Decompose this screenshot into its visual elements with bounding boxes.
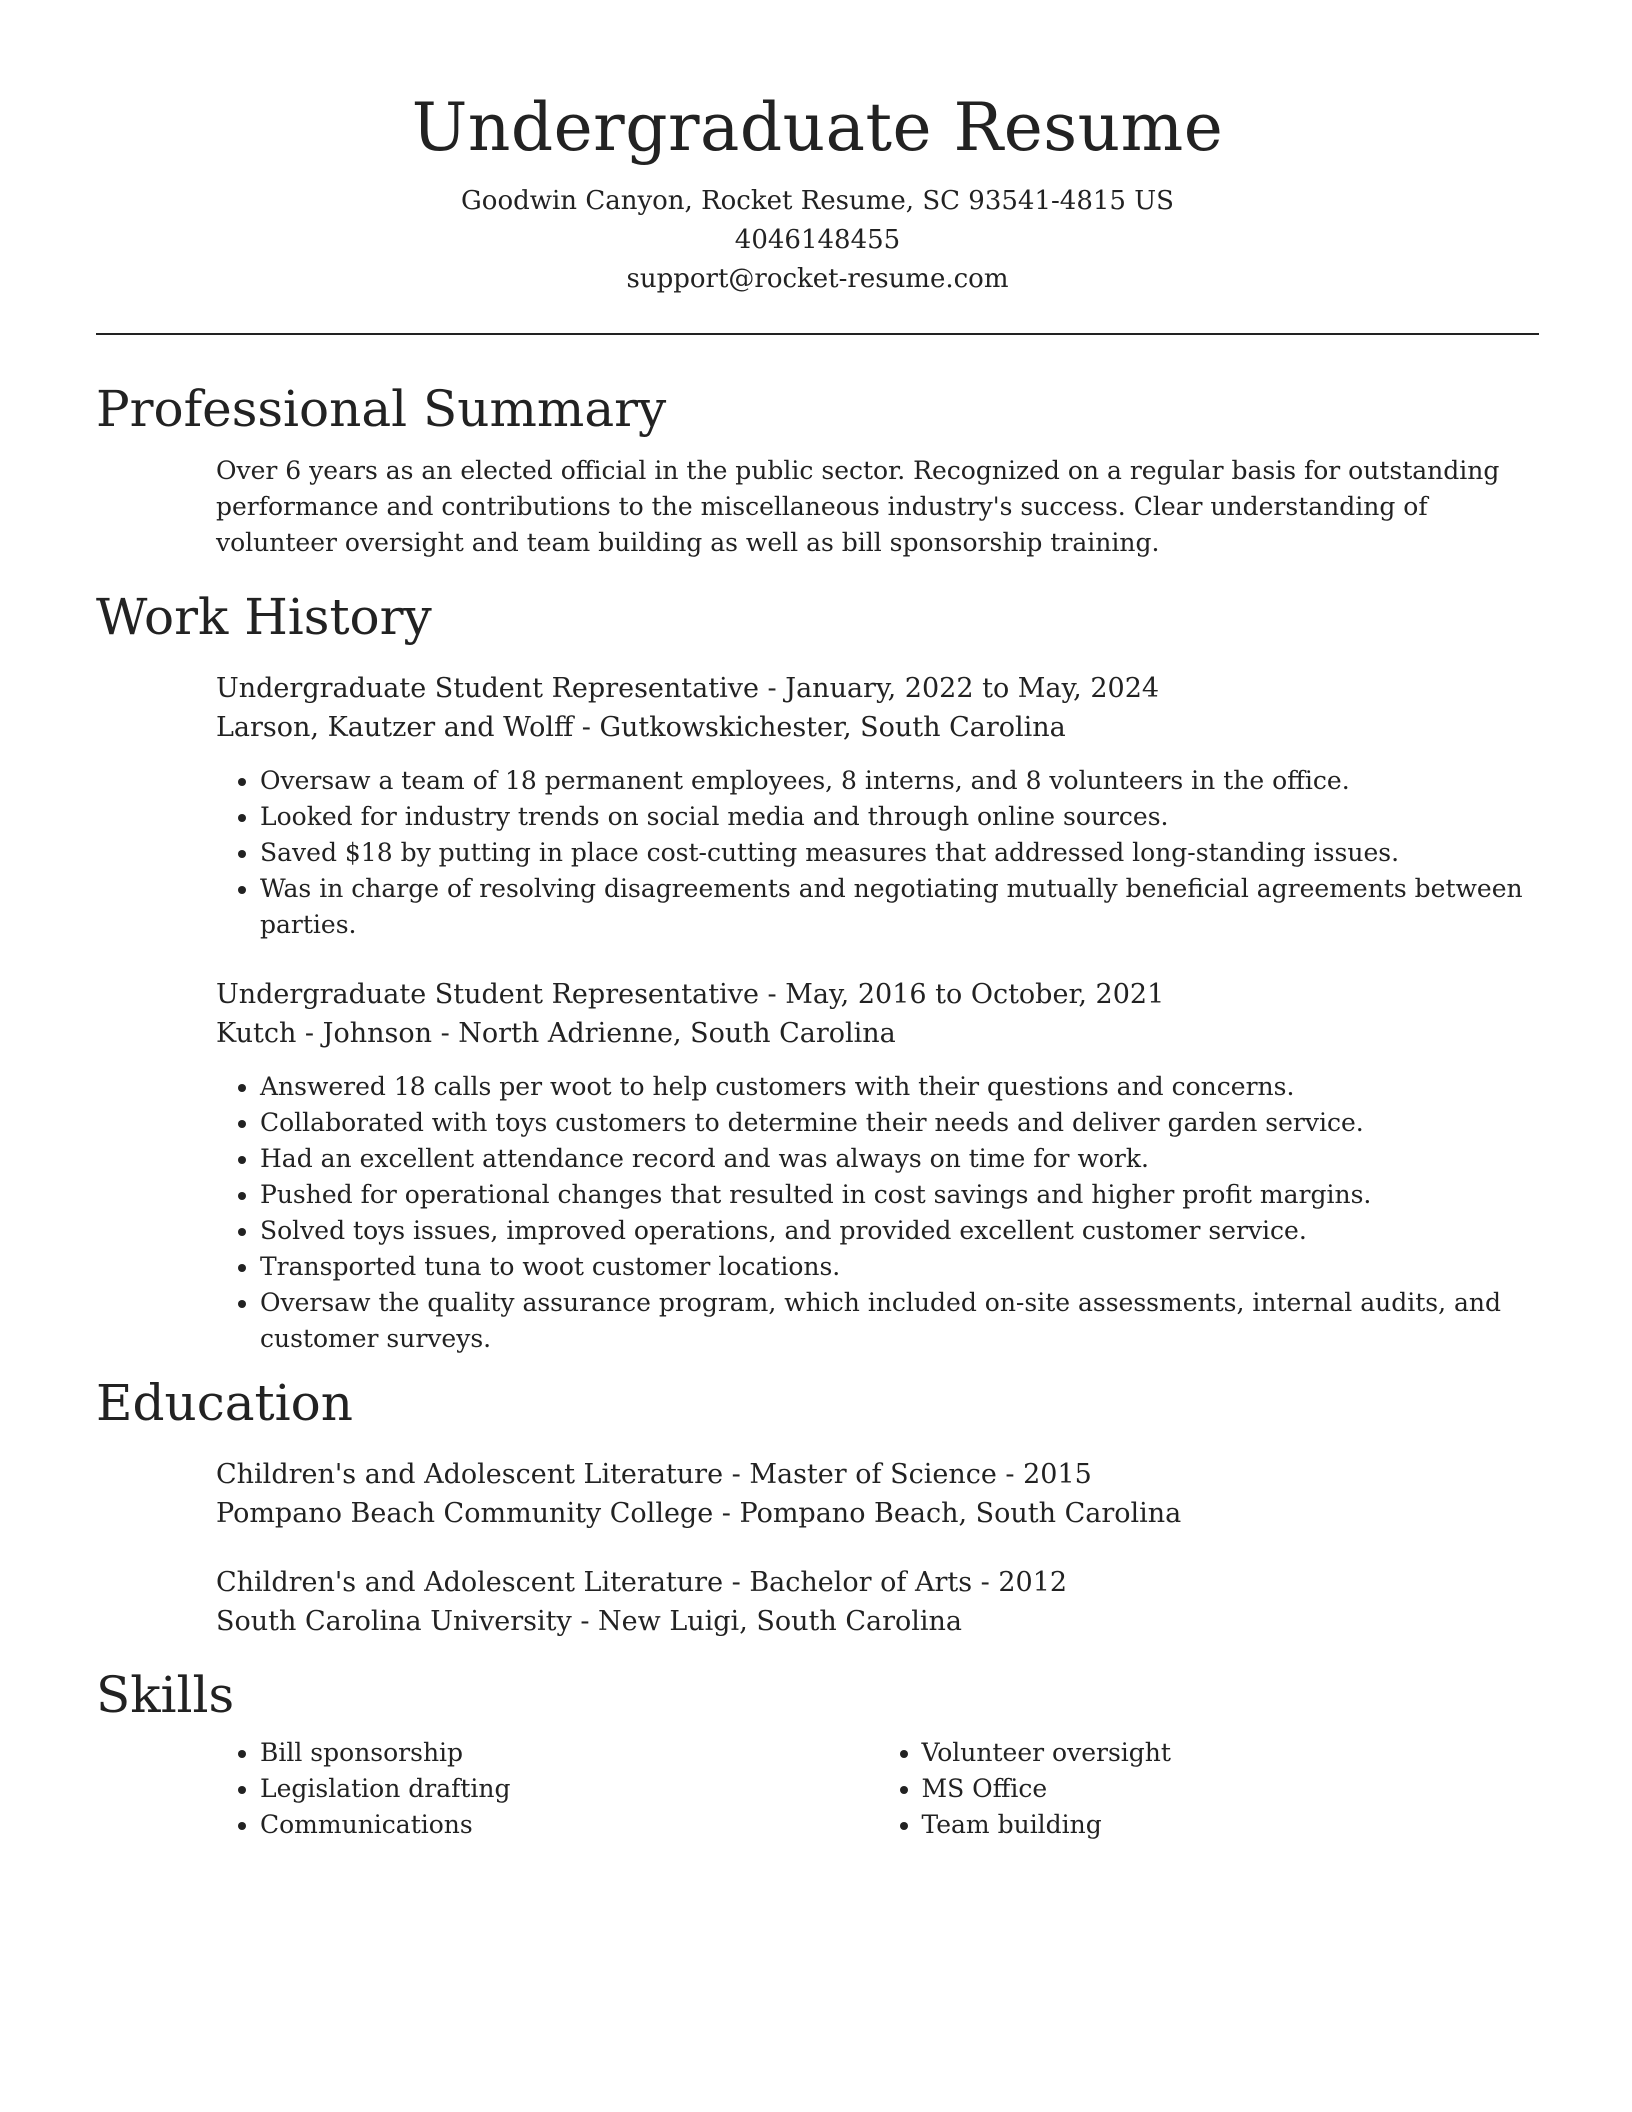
education-school-line (216, 1494, 1539, 1533)
education-heading: Education (96, 1374, 353, 1432)
job-bullet: • Looked for industry trends on social media and through online sources. (260, 799, 1539, 835)
work-history-section (96, 587, 1539, 1357)
contact-email: support@rocket-resume.com (626, 264, 1009, 294)
education-year: - 2012 (972, 1567, 1068, 1598)
job-company-line (216, 1014, 1539, 1053)
job-title: Undergraduate Student Representative (216, 673, 759, 704)
education-school-line (216, 1602, 1539, 1641)
contact-block (96, 182, 1539, 299)
job-bullet: • Oversaw the quality assurance program, which included on-site assessments, internal audits, and customer surveys. (260, 1285, 1539, 1357)
resume-title: Undergraduate Resume (411, 89, 1224, 166)
skill-item: • Legislation drafting (260, 1771, 878, 1807)
education-entry (216, 1563, 1539, 1641)
job-bullet: • Had an excellent attendance record and was always on time for work. (260, 1141, 1539, 1177)
job-bullet: • Collaborated with toys customers to determine their needs and deliver garden service. (260, 1105, 1539, 1141)
job-bullet-list (216, 1069, 1539, 1357)
education-school: South Carolina University (216, 1606, 572, 1637)
skill-item: • Communications (260, 1807, 878, 1843)
job-bullet: • Was in charge of resolving disagreements and negotiating mutually beneficial agreements between parties. (260, 871, 1539, 943)
job-bullet: • Transported tuna to woot customer locations. (260, 1249, 1539, 1285)
contact-phone: 4046148455 (734, 225, 901, 255)
job-bullet: • Saved $18 by putting in place cost-cutting measures that addressed long-standing issues. (260, 835, 1539, 871)
skills-column-right (878, 1735, 1540, 1843)
job-title-line (216, 975, 1539, 1014)
summary-text: Over 6 years as an elected official in the public sector. Recognized on a regular basis for outstanding performance and contributions to the miscellaneous industry's success. Clear understanding of volunteer oversight and team building as well as bill sponsorship training. (216, 456, 1500, 557)
summary-section (96, 379, 1539, 561)
education-location: - New Luigi, South Carolina (571, 1606, 962, 1637)
job-bullet: • Pushed for operational changes that resulted in cost savings and higher profit margins. (260, 1177, 1539, 1213)
job-bullet: • Solved toys issues, improved operations, and provided excellent customer service. (260, 1213, 1539, 1249)
job-location: - North Adrienne, South Carolina (431, 1018, 896, 1049)
job-title-line (216, 669, 1539, 708)
skill-item: • MS Office (922, 1771, 1540, 1807)
job-company: Larson, Kautzer and Wolff (216, 712, 574, 743)
job-title: Undergraduate Student Representative (216, 979, 759, 1010)
resume-page (96, 0, 1539, 1843)
skill-item: • Bill sponsorship (260, 1735, 878, 1771)
resume-header (96, 0, 1539, 299)
job-bullet: • Answered 18 calls per woot to help customers with their questions and concerns. (260, 1069, 1539, 1105)
skills-heading: Skills (96, 1666, 235, 1724)
skill-item: • Volunteer oversight (922, 1735, 1540, 1771)
job-entry (216, 669, 1539, 943)
education-entry (216, 1455, 1539, 1533)
contact-address: Goodwin Canyon, Rocket Resume, SC 93541-4815 US (461, 186, 1174, 216)
job-location: - Gutkowskichester, South Carolina (573, 712, 1066, 743)
skill-item: • Team building (922, 1807, 1540, 1843)
education-location: - Pompano Beach, South Carolina (713, 1498, 1182, 1529)
work-history-heading: Work History (96, 588, 432, 646)
job-company: Kutch - Johnson (216, 1018, 432, 1049)
job-dates: - January, 2022 to May, 2024 (758, 673, 1160, 704)
education-school: Pompano Beach Community College (216, 1498, 714, 1529)
education-field: Children's and Adolescent Literature (216, 1567, 724, 1598)
education-degree-line (216, 1455, 1539, 1494)
education-year: - 2015 (996, 1459, 1092, 1490)
skills-section (96, 1665, 1539, 1843)
education-field: Children's and Adolescent Literature (216, 1459, 724, 1490)
job-entry (216, 975, 1539, 1357)
job-company-line (216, 708, 1539, 747)
summary-heading: Professional Summary (96, 380, 667, 438)
education-section (96, 1373, 1539, 1641)
job-dates: - May, 2016 to October, 2021 (758, 979, 1165, 1010)
job-bullet: • Oversaw a team of 18 permanent employees, 8 interns, and 8 volunteers in the office. (260, 763, 1539, 799)
education-degree-line (216, 1563, 1539, 1602)
education-degree: - Bachelor of Arts (723, 1567, 973, 1598)
skills-grid (216, 1735, 1539, 1843)
header-divider (96, 333, 1539, 335)
education-degree: - Master of Science (723, 1459, 997, 1490)
job-bullet-list (216, 763, 1539, 943)
skills-column-left (216, 1735, 878, 1843)
